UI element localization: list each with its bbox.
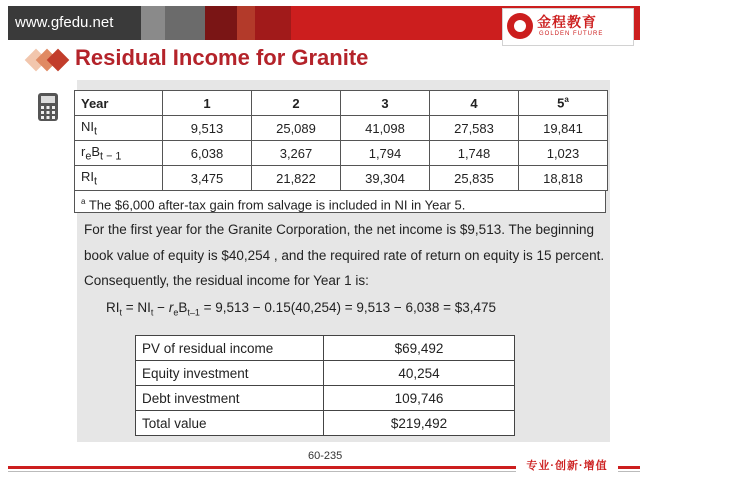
header-decor-block bbox=[165, 6, 205, 40]
table-row bbox=[136, 361, 515, 386]
brand-logo bbox=[502, 8, 634, 46]
valuation-label: Debt investment bbox=[136, 386, 324, 411]
row-label-equity-charge: $r_eB_{t - 1}$ bbox=[75, 141, 163, 166]
slide bbox=[8, 6, 640, 476]
table-header-row bbox=[75, 91, 608, 116]
title-diamonds-icon bbox=[26, 46, 80, 76]
header-decor-block bbox=[141, 6, 165, 40]
table-cell: 3,267 bbox=[252, 141, 341, 166]
table-cell: 18,818 bbox=[519, 166, 608, 191]
table-cell: 41,098 bbox=[341, 116, 430, 141]
table-row bbox=[136, 386, 515, 411]
table-cell: 1,748 bbox=[430, 141, 519, 166]
header-decor-block bbox=[205, 6, 237, 40]
residual-income-table bbox=[74, 90, 608, 191]
table-cell: 27,583 bbox=[430, 116, 519, 141]
table-footnote: $^a$ The $6,000 after-tax gain from salvage is included in NI in Year 5. bbox=[74, 190, 606, 213]
table-cell: 1,023 bbox=[519, 141, 608, 166]
calculator-icon bbox=[37, 92, 59, 122]
table-cell: 1,794 bbox=[341, 141, 430, 166]
logo-text-en: GOLDEN FUTURE bbox=[539, 31, 604, 37]
table-header-cell: 1 bbox=[163, 91, 252, 116]
table-row bbox=[75, 166, 608, 191]
table-header-cell: 4 bbox=[430, 91, 519, 116]
table-cell: 25,835 bbox=[430, 166, 519, 191]
residual-income-formula: $RI_t = NI_t - r_eB_{t-1} = 9,513 - 0.15(40,254) = 9,513 - 6,038$ = $3,475 bbox=[106, 300, 496, 318]
page-number: 60-235 bbox=[308, 450, 343, 462]
row-label-ri: $RI_t$ bbox=[75, 166, 163, 191]
valuation-value: $219,492 bbox=[324, 411, 515, 436]
table-cell: 21,822 bbox=[252, 166, 341, 191]
valuation-value: 109,746 bbox=[324, 386, 515, 411]
table-row bbox=[75, 141, 608, 166]
slide-title: Residual Income for Granite bbox=[75, 45, 369, 70]
table-row bbox=[136, 411, 515, 436]
row-label-ni: $NI_t$ bbox=[75, 116, 163, 141]
valuation-label: PV of residual income bbox=[136, 336, 324, 361]
table-cell: 6,038 bbox=[163, 141, 252, 166]
logo-text-cn: 金程教育 bbox=[537, 14, 597, 30]
valuation-label: Total value bbox=[136, 411, 324, 436]
logo-emblem-icon bbox=[507, 13, 533, 39]
table-header-cell: 2 bbox=[252, 91, 341, 116]
table-cell: 19,841 bbox=[519, 116, 608, 141]
table-header-cell: Year bbox=[75, 91, 163, 116]
table-row bbox=[75, 116, 608, 141]
valuation-value: $69,492 bbox=[324, 336, 515, 361]
table-header-cell-year5: 5$^a$ bbox=[519, 91, 608, 116]
footer-slogan: 专业·创新·增值 bbox=[516, 459, 618, 474]
site-url: www.gfedu.net bbox=[8, 6, 141, 40]
table-cell: 25,089 bbox=[252, 116, 341, 141]
header-decor-block bbox=[237, 6, 255, 40]
table-header-cell: 3 bbox=[341, 91, 430, 116]
valuation-label: Equity investment bbox=[136, 361, 324, 386]
table-cell: 39,304 bbox=[341, 166, 430, 191]
table-row bbox=[136, 336, 515, 361]
valuation-table bbox=[135, 335, 515, 436]
explanation-paragraph: For the first year for the Granite Corporation, the net income is $9,513. The beginning book value of equity is $40,254 , and the required rate of return on equity is 15 percent. Consequently, the residual income for Year 1 is: bbox=[84, 222, 605, 288]
table-cell: 3,475 bbox=[163, 166, 252, 191]
valuation-value: 40,254 bbox=[324, 361, 515, 386]
table-cell: 9,513 bbox=[163, 116, 252, 141]
header-decor-block bbox=[255, 6, 291, 40]
